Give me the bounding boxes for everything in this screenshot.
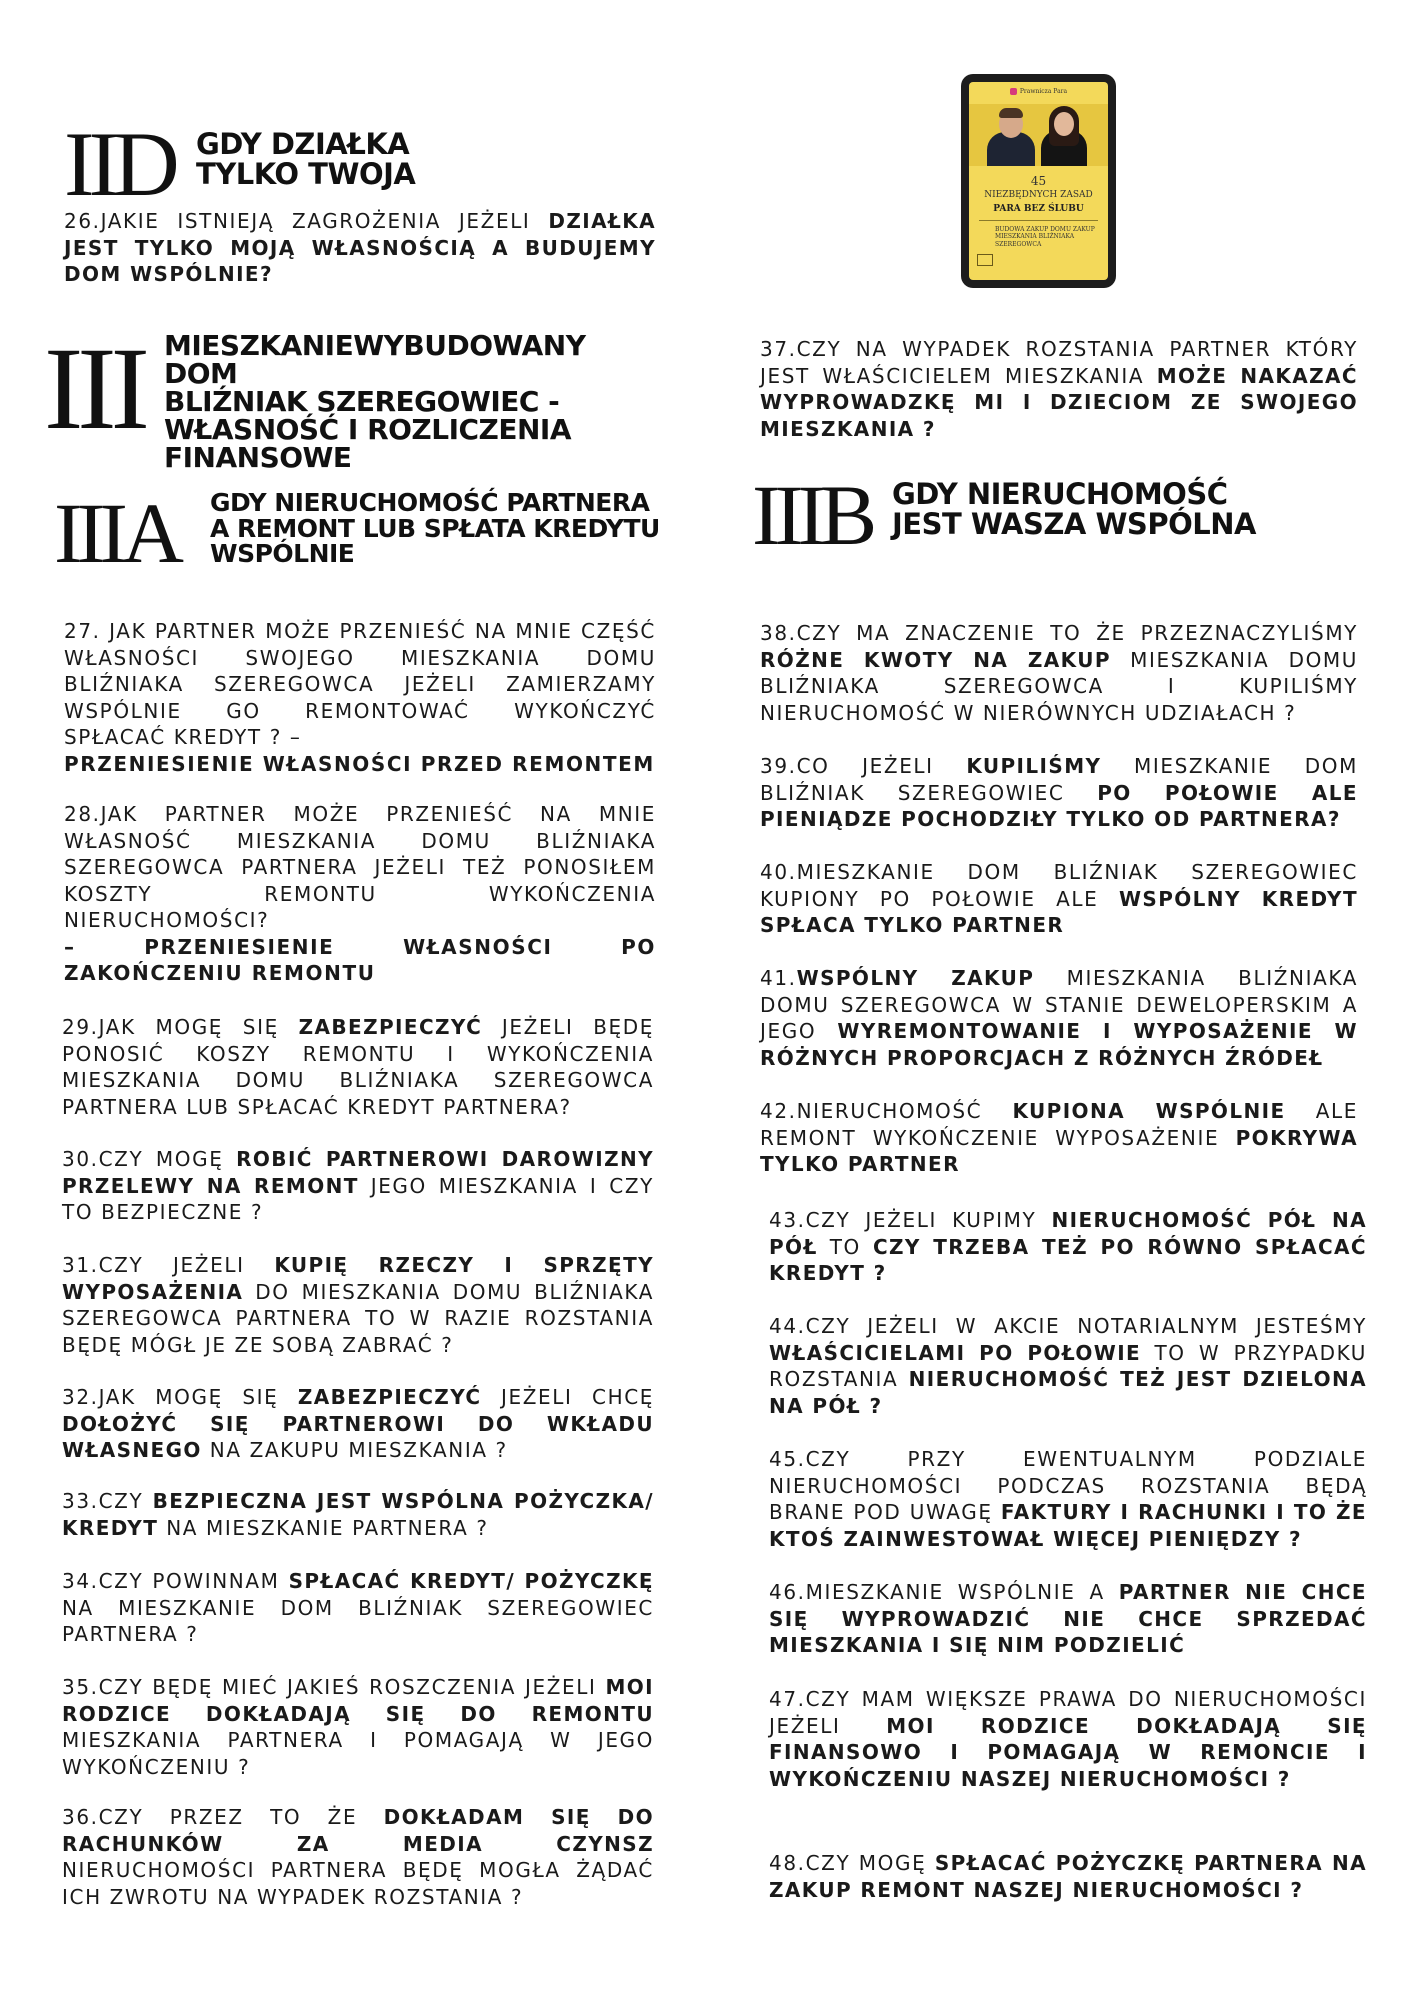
section-title-line: JEST WASZA WSPÓLNA bbox=[892, 506, 1256, 541]
section-numeral-iiib: IIIB bbox=[752, 467, 872, 563]
section-title-line: WSPÓLNIE bbox=[210, 539, 355, 568]
question-44: 44.CZY JEŻELI W AKCIE NOTARIALNYM JESTEŚMY WŁAŚCICIELAMI PO POŁOWIE TO W PRZYPADKU ROZSTANIA NIERUCHOMOŚĆ TEŻ JEST DZIELONA NA PÓŁ ? bbox=[769, 1314, 1367, 1418]
question-41: 41.WSPÓLNY ZAKUP MIESZKANIA BLIŹNIAKA DOMU SZEREGOWCA W STANIE DEWELOPERSKIM A JEGO WYREMONTOWANIE I WYPOSAŻENIE W RÓŻNYCH PROPORCJACH Z RÓŻNYCH ŹRÓDEŁ bbox=[760, 966, 1358, 1070]
question-26: 26.JAKIE ISTNIEJĄ ZAGROŻENIA JEŻELI DZIAŁKA JEST TYLKO MOJĄ WŁASNOŚCIĄ A BUDUJEMY DOM WSPÓLNIE? bbox=[64, 209, 656, 286]
question-39: 39.CO JEŻELI KUPILIŚMY MIESZKANIE DOM BLIŹNIAK SZEREGOWIEC PO POŁOWIE ALE PIENIĄDZE POCHODZIŁY TYLKO OD PARTNERA? bbox=[760, 754, 1358, 831]
question-43: 43.CZY JEŻELI KUPIMY NIERUCHOMOŚĆ PÓŁ NA PÓŁ TO CZY TRZEBA TEŻ PO RÓWNO SPŁACAĆ KREDYT ? bbox=[769, 1208, 1367, 1285]
question-37: 37.CZY NA WYPADEK ROZSTANIA PARTNER KTÓRY JEST WŁAŚCICIELEM MIESZKANIA MOŻE NAKAZAĆ WYPROWADZKĘ MI I DZIECIOM ZE SWOJEGO MIESZKANIA ? bbox=[760, 337, 1358, 441]
section-title-iiia bbox=[210, 490, 660, 567]
ebook-brand: Prawnicza Para bbox=[969, 88, 1108, 95]
house-icon bbox=[977, 254, 993, 266]
question-30: 30.CZY MOGĘ ROBIĆ PARTNEROWI DAROWIZNY PRZELEWY NA REMONT JEGO MIESZKANIA I CZY TO BEZPIECZNE ? bbox=[62, 1147, 654, 1224]
question-48: 48.CZY MOGĘ SPŁACAĆ POŻYCZKĘ PARTNERA NA ZAKUP REMONT NASZEJ NIERUCHOMOŚCI ? bbox=[769, 1851, 1367, 1902]
question-42: 42.NIERUCHOMOŚĆ KUPIONA WSPÓLNIE ALE REMONT WYKOŃCZENIE WYPOSAŻENIE POKRYWA TYLKO PARTNER bbox=[760, 1099, 1358, 1176]
question-40: 40.MIESZKANIE DOM BLIŹNIAK SZEREGOWIEC KUPIONY PO POŁOWIE ALE WSPÓLNY KREDYT SPŁACA TYLKO PARTNER bbox=[760, 860, 1358, 937]
section-title-line: A REMONT LUB SPŁATA KREDYTU bbox=[210, 513, 660, 543]
question-38: 38.CZY MA ZNACZENIE TO ŻE PRZEZNACZYLIŚMY RÓŻNE KWOTY NA ZAKUP MIESZKANIA DOMU BLIŹNIAKA SZEREGOWCA I KUPILIŚMY NIERUCHOMOŚĆ W NIERÓWNYCH UDZIAŁACH ? bbox=[760, 621, 1359, 725]
section-title-line: WŁASNOŚĆ I ROZLICZENIA bbox=[164, 413, 571, 446]
section-numeral-iid: IID bbox=[64, 113, 174, 215]
question-45: 45.CZY PRZY EWENTUALNYM PODZIALE NIERUCHOMOŚCI PODCZAS ROZSTANIA BĘDĄ BRANE POD UWAGĘ FAKTURY I RACHUNKI I TO ŻE KTOŚ ZAINWESTOWAŁ WIĘCEJ PIENIĘDZY ? bbox=[769, 1447, 1367, 1551]
ebook-title-line-1: NIEZBĘDNYCH ZASAD bbox=[984, 190, 1093, 200]
section-numeral-iiia: IIIA bbox=[54, 485, 179, 581]
question-35: 35.CZY BĘDĘ MIEĆ JAKIEŚ ROSZCZENIA JEŻELI MOI RODZICE DOKŁADAJĄ SIĘ DO REMONTU MIESZKANIA PARTNERA I POMAGAJĄ W JEGO WYKOŃCZENIU ? bbox=[62, 1675, 654, 1779]
question-36: 36.CZY PRZEZ TO ŻE DOKŁADAM SIĘ DO RACHUNKÓW ZA MEDIA CZYNSZ NIERUCHOMOŚCI PARTNERA BĘDĘ MOGŁA ŻĄDAĆ ICH ZWROTU NA WYPADEK ROZSTANIA ? bbox=[62, 1805, 654, 1909]
man-hair bbox=[999, 108, 1023, 118]
question-33: 33.CZY BEZPIECZNA JEST WSPÓLNA POŻYCZKA/ KREDYT NA MIESZKANIE PARTNERA ? bbox=[62, 1489, 654, 1540]
section-title-line: MIESZKANIEWYBUDOWANY DOM bbox=[164, 329, 586, 390]
question-28: 28.JAK PARTNER MOŻE PRZENIEŚĆ NA MNIE WŁASNOŚĆ MIESZKANIA DOMU BLIŹNIAKA SZEREGOWCA PARTNERA JEŻELI TEŻ PONOSIŁEM KOSZTY REMONTU WYKOŃCZENIA NIERUCHOMOŚCI? – PRZENIESIENIE WŁASNOŚCI PO ZAKOŃCZENIU REMONTU bbox=[64, 802, 656, 985]
section-title-line: FINANSOWE bbox=[164, 441, 352, 474]
section-title-line: GDY NIERUCHOMOŚĆ bbox=[892, 477, 1228, 511]
section-title-iid bbox=[196, 127, 416, 191]
section-numeral-iii: III bbox=[44, 323, 144, 454]
section-title-iiib bbox=[892, 477, 1256, 541]
question-32: 32.JAK MOGĘ SIĘ ZABEZPIECZYĆ JEŻELI CHCĘ DOŁOŻYĆ SIĘ PARTNEROWI DO WKŁADU WŁASNEGO NA ZAKUPU MIESZKANIA ? bbox=[62, 1385, 655, 1462]
question-27: 27. JAK PARTNER MOŻE PRZENIEŚĆ NA MNIE CZĘŚĆ WŁASNOŚCI SWOJEGO MIESZKANIA DOMU BLIŹNIAKA SZEREGOWCA JEŻELI ZAMIERZAMY WSPÓLNIE GO REMONTOWAĆ WYKOŃCZYĆ SPŁACAĆ KREDYT ? – PRZENIESIENIE WŁASNOŚCI PRZED REMONTEM bbox=[64, 619, 656, 776]
section-title-line: GDY DZIAŁKA bbox=[196, 127, 410, 161]
ebook-number: 45 bbox=[1030, 174, 1047, 188]
question-46: 46.MIESZKANIE WSPÓLNIE A PARTNER NIE CHCE SIĘ WYPROWADZIĆ NIE CHCE SPRZEDAĆ MIESZKANIA I SIĘ NIM PODZIELIĆ bbox=[769, 1580, 1367, 1657]
question-47: 47.CZY MAM WIĘKSZE PRAWA DO NIERUCHOMOŚCI JEŻELI MOI RODZICE DOKŁADAJĄ SIĘ FINANSOWO I POMAGAJĄ W REMONCIE I WYKOŃCZENIU NASZEJ NIERUCHOMOŚCI ? bbox=[769, 1687, 1367, 1791]
ebook-divider bbox=[979, 220, 1098, 221]
ebook-subtitle: BUDOWA ZAKUP DOMU ZAKUP MIESZKANIA BLIŹNIAKA SZEREGOWCA bbox=[995, 226, 1095, 248]
section-title-iii bbox=[164, 329, 666, 474]
instagram-icon bbox=[1010, 88, 1017, 95]
question-34: 34.CZY POWINNAM SPŁACAĆ KREDYT/ POŻYCZKĘ NA MIESZKANIE DOM BLIŹNIAK SZEREGOWIEC PARTNERA ? bbox=[62, 1569, 654, 1646]
ebook-tablet-image bbox=[961, 74, 1116, 288]
question-29: 29.JAK MOGĘ SIĘ ZABEZPIECZYĆ JEŻELI BĘDĘ PONOSIĆ KOSZY REMONTU I WYKOŃCZENIA MIESZKANIA DOMU BLIŹNIAKA SZEREGOWCA PARTNERA LUB SPŁACAĆ KREDYT PARTNERA? bbox=[62, 1015, 654, 1119]
question-31: 31.CZY JEŻELI KUPIĘ RZECZY I SPRZĘTY WYPOSAŻENIA DO MIESZKANIA DOMU BLIŹNIAKA SZEREGOWCA PARTNERA TO W RAZIE ROZSTANIA BĘDĘ MÓGŁ JE ZE SOBĄ ZABRAĆ ? bbox=[62, 1253, 654, 1357]
cover-photo bbox=[969, 104, 1108, 166]
section-title-line: TYLKO TWOJA bbox=[196, 156, 416, 191]
woman-head bbox=[1054, 112, 1074, 136]
ebook-title-line-2: PARA BEZ ŚLUBU bbox=[993, 204, 1084, 214]
ebook-cover bbox=[969, 82, 1108, 280]
section-title-line: GDY NIERUCHOMOŚĆ PARTNERA bbox=[210, 488, 650, 517]
section-title-line: BLIŹNIAK SZEREGOWIEC - bbox=[164, 385, 560, 418]
